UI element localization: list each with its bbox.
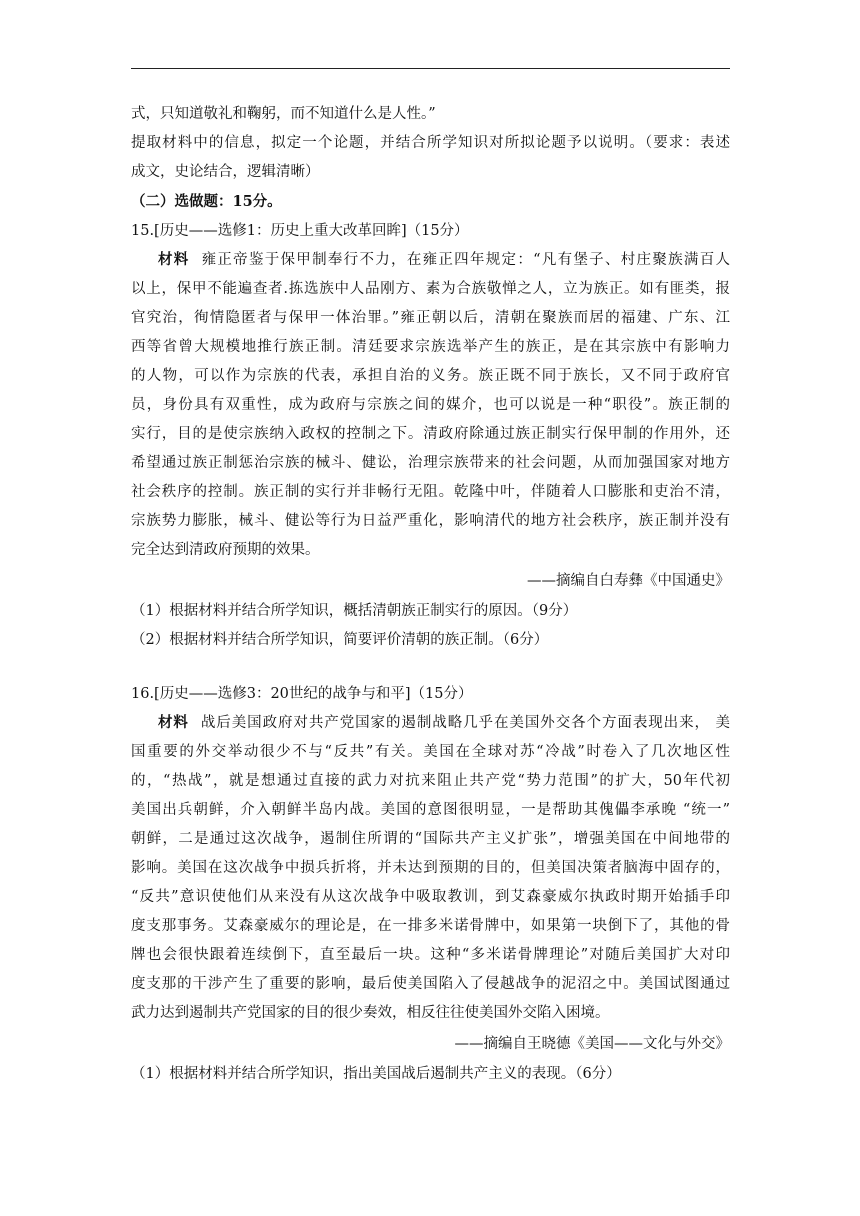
q15-text-line: 宗族势力膨胀，械斗、健讼等行为日益严重化，影响清代的地方社会秩序，族正制并没有 <box>131 513 730 529</box>
intro-line: 式，只知道敬礼和鞠躬，而不知道什么是人性。” <box>131 106 436 122</box>
q16-text-line: 影响。美国在这次战争中损兵折将，并未达到预期的目的，但美国决策者脑海中固存的， <box>131 860 730 876</box>
q16-text-line: 武力达到遏制共产党国家的目的很少奏效，相反往往使美国外交陷入困境。 <box>131 1005 610 1021</box>
q15-text-line: 西等省曾大规模地推行族正制。清廷要求宗族选举产生的族正，是在其宗族中有影响力 <box>131 339 730 355</box>
q15-text-line: 社会秩序的控制。族正制的实行并非畅行无阻。乾隆中叶，伴随着人口膨胀和吏治不清， <box>131 484 730 500</box>
q16-text: 战后美国政府对共产党国家的遏制战略几乎在美国外交各个方面表现出来， 美 <box>200 715 731 731</box>
q16-text-line: 度支那的干涉产生了重要的影响，最后使美国陷入了侵越战争的泥沼之中。美国试图通过 <box>131 976 730 992</box>
section-heading: （二）选做题：15分。 <box>131 193 282 210</box>
q15-subquestion-1: （1）根据材料并结合所学知识，概括清朝族正制实行的原因。（9分） <box>131 603 578 619</box>
q16-text-line: 国重要的外交举动很少不与“反共”有关。美国在全球对苏“冷战”时卷入了几次地区性 <box>131 744 730 760</box>
q15-text-line: 完全达到清政府预期的效果。 <box>131 542 320 558</box>
q16-source: ——摘编自王晓德《美国——文化与外交》 <box>454 1036 730 1052</box>
q15-source: ——摘编自白寿彝《中国通史》 <box>527 573 730 589</box>
q15-text: 雍正帝鉴于保甲制奉行不力，在雍正四年规定：“凡有堡子、村庄聚族满百人 <box>201 252 730 268</box>
q16-text-line: 朝鲜，二是通过这次战争，遏制住所谓的“国际共产主义扩张”，增强美国在中间地带的 <box>131 831 730 847</box>
q15-text-line: 的人物，可以作为宗族的代表，承担自治的义务。族正既不同于族长，又不同于政府官 <box>131 368 730 384</box>
q16-text-line: 牌也会很快跟着连续倒下，直至最后一块。这种“多米诺骨牌理论”对随后美国扩大对印 <box>131 947 730 963</box>
material-label: 材料 <box>158 714 189 731</box>
header-rule <box>131 68 730 69</box>
q16-text-line: 的，“热战”，就是想通过直接的武力对抗来阻止共产党“势力范围”的扩大，50年代初 <box>131 773 730 789</box>
q16-title: 16.[历史——选修3：20世纪的战争与和平]（15分） <box>131 686 473 702</box>
q15-subquestion-2: （2）根据材料并结合所学知识，简要评价清朝的族正制。（6分） <box>131 632 549 648</box>
q15-text-line: 以上，保甲不能遍查者.拣选族中人品刚方、素为合族敬惮之人，立为族正。如有匪类，报 <box>131 281 730 297</box>
q15-text-line: 希望通过族正制惩治宗族的械斗、健讼，治理宗族带来的社会问题，从而加强国家对地方 <box>131 455 730 471</box>
q16-material-line <box>158 713 730 733</box>
q16-text-line: 度支那事务。艾森豪威尔的理论是，在一排多米诺骨牌中，如果第一块倒下了，其他的骨 <box>131 918 730 934</box>
q16-text-line: 美国出兵朝鲜，介入朝鲜半岛内战。美国的意图很明显，一是帮助其傀儡李承晚 “统一” <box>131 802 730 818</box>
material-label: 材料 <box>158 251 190 268</box>
q15-text-line: 员，身份具有双重性，成为政府与宗族之间的媒介，也可以说是一种“职役”。族正制的 <box>131 397 730 413</box>
q15-text-line: 实行，目的是使宗族纳入政权的控制之下。清政府除通过族正制实行保甲制的作用外，还 <box>131 426 730 442</box>
q16-text-line: “反共”意识使他们从来没有从这次战争中吸取教训，到艾森豪威尔执政时期开始插手印 <box>131 889 730 905</box>
task-line-2: 成文，史论结合，逻辑清晰） <box>131 164 320 180</box>
q15-title: 15.[历史——选修1：历史上重大改革回眸]（15分） <box>131 223 469 239</box>
task-line-1: 提取材料中的信息，拟定一个论题，并结合所学知识对所拟论题予以说明。（要求：表述 <box>131 135 730 151</box>
q15-material-line <box>158 250 730 270</box>
q16-subquestion-1: （1）根据材料并结合所学知识，指出美国战后遏制共产主义的表现。（6分） <box>131 1066 621 1082</box>
q15-text-line: 官究治，徇情隐匿者与保甲一体治罪。”雍正朝以后，清朝在聚族而居的福建、广东、江 <box>131 310 730 326</box>
